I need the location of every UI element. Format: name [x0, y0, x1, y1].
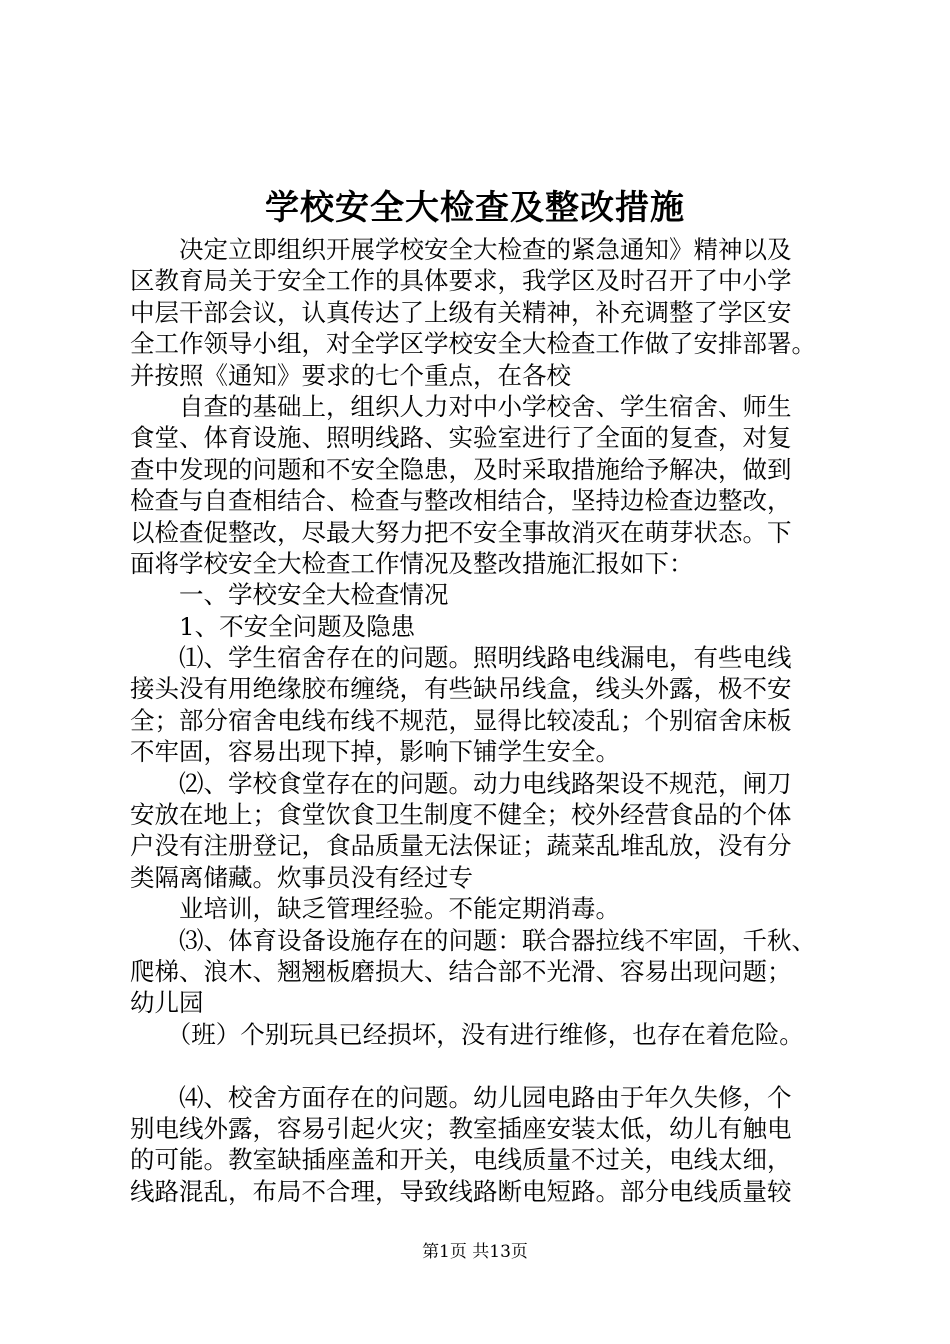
text-line: ⑷、校舍方面存在的问题。幼儿园电路由于年久失修，个: [130, 1082, 792, 1112]
text-line: 决定立即组织开展学校安全大检查的紧急通知》精神以及: [130, 235, 792, 264]
subsection-heading: 1、不安全问题及隐患: [130, 611, 416, 641]
text-line: 区教育局关于安全工作的具体要求，我学区及时召开了中小学: [130, 266, 792, 296]
text-line: 爬梯、浪木、翘翘板磨损大、结合部不光滑、容易出现问题；: [130, 956, 792, 986]
document-title: 学校安全大检查及整改措施: [265, 188, 685, 228]
text-line: 类隔离储藏。炊事员没有经过专: [130, 862, 473, 892]
text-line: 户没有注册登记，食品质量无法保证；蔬菜乱堆乱放，没有分: [130, 831, 792, 861]
text-line: 检查与自查相结合、检查与整改相结合，坚持边检查边整改，: [130, 486, 792, 516]
text-line: 安放在地上；食堂饮食卫生制度不健全；校外经营食品的个体: [130, 800, 792, 830]
text-line: 不牢固，容易出现下掉，影响下铺学生安全。: [130, 737, 620, 767]
text-line: 食堂、体育设施、照明线路、实验室进行了全面的复查，对复: [130, 423, 792, 453]
text-line: 别电线外露，容易引起火灾；教室插座安装太低，幼儿有触电: [130, 1113, 792, 1143]
text-line: 线路混乱，布局不合理，导致线路断电短路。部分电线质量较: [130, 1176, 792, 1206]
text-line: （班）个别玩具已经损坏，没有进行维修，也存在着危险。: [130, 1019, 804, 1049]
document-body: [130, 234, 850, 1207]
text-line: 自查的基础上，组织人力对中小学校舍、学生宿舍、师生: [130, 391, 792, 421]
text-line: 中层干部会议，认真传达了上级有关精神，补充调整了学区安: [130, 297, 792, 327]
text-line: 幼儿园: [130, 988, 204, 1018]
blank-line: [130, 1050, 850, 1081]
text-line: 接头没有用绝缘胶布缠绕，有些缺吊线盒，线头外露，极不安: [130, 674, 792, 704]
section-heading: 一、学校安全大检查情况: [130, 580, 449, 610]
text-line: 全工作领导小组，对全学区学校安全大检查工作做了安排部署。: [130, 329, 816, 359]
text-line: ⑴、学生宿舍存在的问题。照明线路电线漏电，有些电线: [130, 643, 792, 673]
page-footer: 第1页 共13页: [422, 1242, 528, 1262]
text-line: ⑵、学校食堂存在的问题。动力电线路架设不规范，闸刀: [130, 768, 792, 798]
text-line: 面将学校安全大检查工作情况及整改措施汇报如下：: [130, 548, 694, 578]
text-line: 业培训，缺乏管理经验。不能定期消毒。: [130, 894, 620, 924]
text-line: 查中发现的问题和不安全隐患，及时采取措施给予解决，做到: [130, 454, 792, 484]
text-line: ⑶、体育设备设施存在的问题：联合器拉线不牢固，千秋、: [130, 925, 816, 955]
text-line: 以检查促整改，尽最大努力把不安全事故消灭在萌芽状态。下: [130, 517, 792, 547]
text-line: 并按照《通知》要求的七个重点，在各校: [130, 360, 571, 390]
text-line: 的可能。教室缺插座盖和开关，电线质量不过关，电线太细，: [130, 1145, 792, 1175]
text-line: 全；部分宿舍电线布线不规范，显得比较凌乱；个别宿舍床板: [130, 705, 792, 735]
